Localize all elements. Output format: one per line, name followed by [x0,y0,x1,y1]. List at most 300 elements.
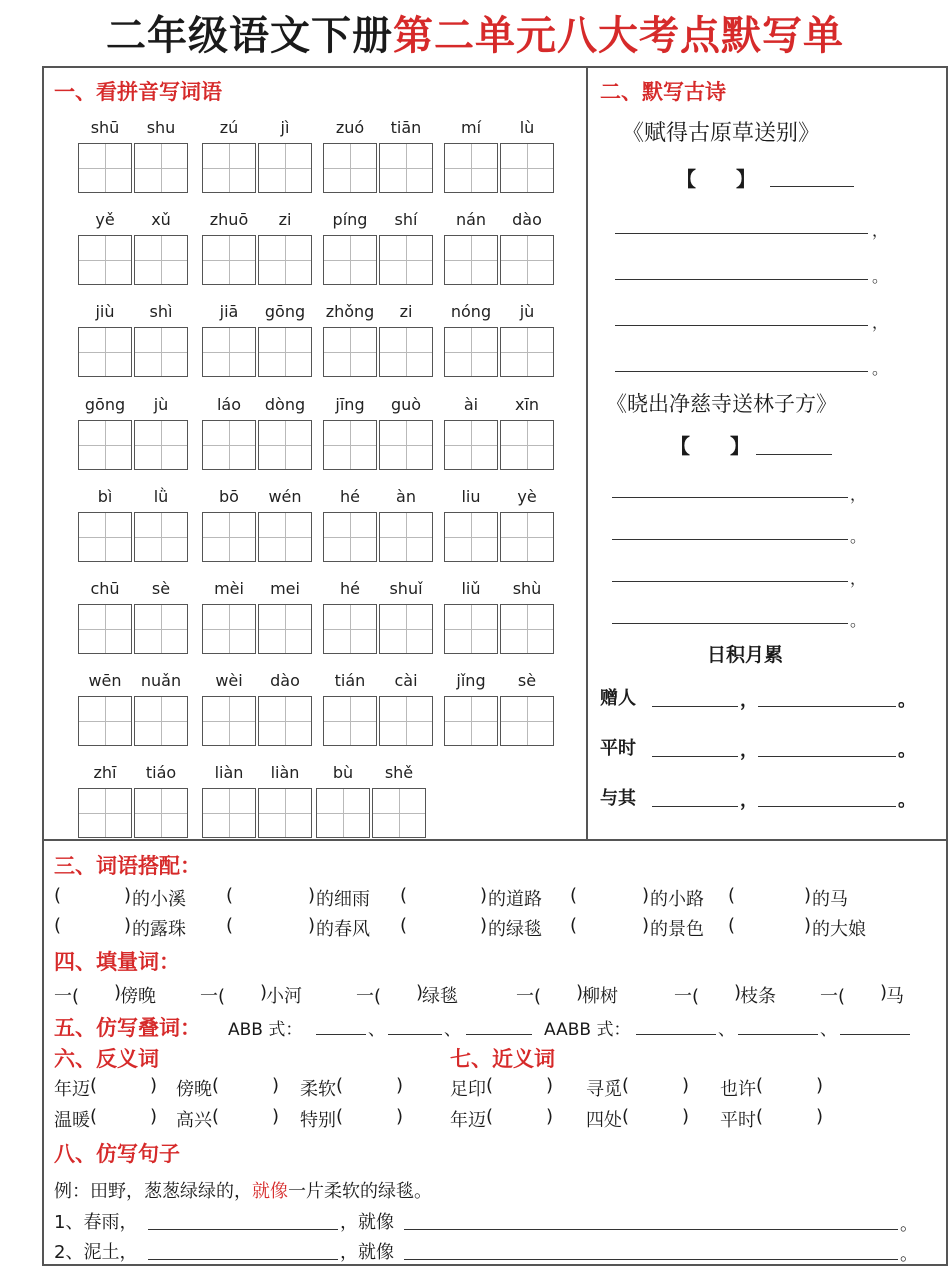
answer-blank[interactable] [98,1106,146,1128]
pinyin-syllable: lǜ [153,487,169,506]
accum-row3-label: 与其 [600,788,636,809]
sentence1-jiuxiang: ，就像 [340,1212,394,1233]
paren-open: ( [226,915,234,936]
sentence1-blank2[interactable] [404,1229,898,1230]
antonym-word: 柔软 [300,1079,336,1100]
pinyin-syllable: zhǒng [325,302,375,321]
poem2-author-line[interactable] [756,454,832,455]
paren-open: ( [90,1106,98,1127]
pinyin-syllable: bì [97,487,113,506]
antonym-word: 年迈 [54,1079,90,1100]
pinyin-syllable: zhuō [209,210,249,229]
pinyin-syllable: zú [219,118,239,137]
abb-sep1: 、 [368,1020,385,1040]
tianzige-box[interactable] [316,788,370,838]
collocation-word: 的小溪 [132,889,186,910]
pinyin-syllable: wēn [88,671,122,690]
tianzige-box[interactable] [379,696,433,746]
measure-prefix: 一( [820,986,846,1007]
pinyin-syllable: zhī [93,763,117,782]
aabb-blank2[interactable] [738,1034,818,1035]
pinyin-syllable: jiā [219,302,239,321]
sentence2-jiuxiang: ，就像 [340,1242,394,1263]
poem1-period2: 。 [872,359,889,378]
accum-row3-comma: ， [740,790,758,811]
measure-noun: 马 [886,986,904,1007]
collocation-word: 的大娘 [812,919,866,940]
tianzige-box[interactable] [78,235,132,285]
measure-noun: 傍晚 [120,986,156,1007]
paren-close: ) [124,915,132,936]
tianzige-box[interactable] [444,604,498,654]
accum-row1-blank1[interactable] [652,706,738,707]
poem2-title: 《晓出净慈寺送林子方》 [606,392,837,416]
section6-heading: 六、反义词 [54,1046,159,1071]
measure-blank[interactable] [850,982,880,1004]
tianzige-box[interactable] [323,327,377,377]
paren-close: ) [114,982,122,1003]
section4-heading: 四、填量词： [54,949,180,974]
pinyin-syllable: dòng [264,395,306,414]
tianzige-box[interactable] [258,512,312,562]
sentence2-period: 。 [900,1244,918,1265]
antonym-word: 高兴 [176,1110,212,1131]
answer-blank[interactable] [220,1106,268,1128]
tianzige-box[interactable] [78,696,132,746]
pinyin-syllable: shí [394,210,418,229]
pinyin-syllable: jì [280,118,290,137]
pinyin-syllable: hé [340,487,360,506]
aabb-sep2: 、 [820,1020,837,1040]
tianzige-box[interactable] [134,143,188,193]
accum-row1-label: 赠人 [600,688,636,709]
answer-blank[interactable] [344,1106,392,1128]
collocation-word: 的细雨 [316,889,370,910]
tianzige-box[interactable] [379,235,433,285]
paren-close: ) [480,885,488,906]
pinyin-syllable: shù [512,579,542,598]
pinyin-syllable: mèi [214,579,244,598]
pinyin-syllable: liàn [214,763,244,782]
aabb-blank3[interactable] [840,1034,910,1035]
paren-close: ) [642,885,650,906]
measure-prefix: 一( [356,986,382,1007]
aabb-label: AABB 式： [544,1020,631,1040]
poem1-line3[interactable] [615,325,868,326]
pinyin-syllable: àn [396,487,416,506]
tianzige-box[interactable] [78,327,132,377]
poem1-line1[interactable] [615,233,868,234]
tianzige-box[interactable] [202,327,256,377]
paren-close: ) [734,982,742,1003]
tianzige-box[interactable] [202,788,256,838]
pinyin-syllable: nuǎn [140,671,182,690]
poem1-line2[interactable] [615,279,868,280]
pinyin-syllable: jǐng [456,671,486,690]
collocation-word: 的春风 [316,919,370,940]
paren-open: ( [756,1075,764,1096]
poem1-period1: 。 [872,267,889,286]
pinyin-syllable: jiù [95,302,115,321]
tianzige-box[interactable] [78,788,132,838]
pinyin-syllable: nán [455,210,487,229]
poem2-period2: 。 [850,611,867,630]
paren-open: ( [728,915,736,936]
tianzige-box[interactable] [258,143,312,193]
poem1-author-line[interactable] [770,186,854,187]
poem2-comma2: ， [850,569,867,588]
vertical-divider [586,66,588,840]
tianzige-box[interactable] [202,512,256,562]
section3-heading: 三、词语搭配： [54,853,201,878]
paren-close: ) [272,1075,280,1096]
accum-row1-period: 。 [898,690,916,711]
paren-close: ) [682,1106,690,1127]
tianzige-box[interactable] [78,604,132,654]
paren-close: ) [804,915,812,936]
tianzige-box[interactable] [134,235,188,285]
measure-noun: 小河 [266,986,302,1007]
poem1-line4[interactable] [615,371,868,372]
sentence1-blank1[interactable] [148,1229,338,1230]
tianzige-box[interactable] [258,327,312,377]
paren-open: ( [54,915,62,936]
paren-close: ) [642,915,650,936]
collocation-blank[interactable] [578,885,642,907]
pinyin-syllable: cài [394,671,418,690]
pinyin-syllable: liàn [270,763,300,782]
paren-open: ( [54,885,62,906]
collocation-word: 的道路 [488,889,542,910]
pinyin-syllable: shū [90,118,120,137]
paren-open: ( [622,1106,630,1127]
pinyin-syllable: tián [334,671,366,690]
paren-close: ) [804,885,812,906]
tianzige-box[interactable] [258,696,312,746]
collocation-blank[interactable] [62,885,124,907]
paren-close: ) [308,915,316,936]
collocation-word: 的绿毯 [488,919,542,940]
paren-open: ( [756,1106,764,1127]
section2-heading: 二、默写古诗 [600,79,726,104]
tianzige-box[interactable] [444,420,498,470]
abb-blank2[interactable] [388,1034,442,1035]
paren-open: ( [90,1075,98,1096]
tianzige-box[interactable] [500,512,554,562]
pinyin-syllable: yè [517,487,537,506]
accum-row3-period: 。 [898,790,916,811]
answer-blank[interactable] [220,1075,268,1097]
tianzige-box[interactable] [500,143,554,193]
antonym-word: 傍晚 [176,1079,212,1100]
paren-close: ) [124,885,132,906]
collocation-blank[interactable] [408,885,480,907]
tianzige-box[interactable] [202,143,256,193]
pinyin-syllable: guò [390,395,422,414]
collocation-blank[interactable] [736,915,804,937]
pinyin-syllable: gōng [264,302,306,321]
measure-prefix: 一( [200,986,226,1007]
pinyin-syllable: hé [340,579,360,598]
accum-row1-comma: ， [740,690,758,711]
poem2-line1[interactable] [612,497,848,498]
measure-blank[interactable] [230,982,260,1004]
pinyin-syllable: chū [90,579,120,598]
paren-open: ( [486,1075,494,1096]
synonym-word: 年迈 [450,1110,486,1131]
tianzige-box[interactable] [258,604,312,654]
tianzige-box[interactable] [500,696,554,746]
tianzige-box[interactable] [258,420,312,470]
pinyin-syllable: tiān [390,118,422,137]
tianzige-box[interactable] [444,512,498,562]
answer-blank[interactable] [494,1075,542,1097]
paren-close: ) [396,1075,404,1096]
tianzige-box[interactable] [379,420,433,470]
paren-open: ( [336,1106,344,1127]
pinyin-syllable: dào [270,671,300,690]
abb-sep2: 、 [444,1020,461,1040]
tianzige-box[interactable] [134,604,188,654]
tianzige-box[interactable] [444,235,498,285]
pinyin-syllable: jīng [335,395,365,414]
poem1-title: 《赋得古原草送别》 [622,121,821,146]
measure-prefix: 一( [516,986,542,1007]
synonym-word: 寻觅 [586,1079,622,1100]
paren-close: ) [396,1106,404,1127]
measure-prefix: 一( [54,986,80,1007]
paren-close: ) [416,982,424,1003]
pinyin-syllable: xǔ [151,210,171,229]
synonym-word: 平时 [720,1110,756,1131]
pinyin-syllable: gōng [84,395,126,414]
tianzige-box[interactable] [379,604,433,654]
accum-row3-blank1[interactable] [652,806,738,807]
measure-blank[interactable] [704,982,734,1004]
paren-open: ( [226,885,234,906]
paren-open: ( [486,1106,494,1127]
accum-row2-blank1[interactable] [652,756,738,757]
pinyin-syllable: shu [146,118,176,137]
pinyin-syllable: jù [153,395,169,414]
accum-row3-blank2[interactable] [758,806,896,807]
pinyin-syllable: shě [384,763,414,782]
poem1-comma2: ， [872,313,889,332]
tianzige-box[interactable] [323,420,377,470]
antonym-word: 特别 [300,1110,336,1131]
answer-blank[interactable] [344,1075,392,1097]
poem2-line2[interactable] [612,539,848,540]
tianzige-box[interactable] [202,235,256,285]
pinyin-syllable: mei [270,579,300,598]
paren-open: ( [622,1075,630,1096]
tianzige-box[interactable] [202,604,256,654]
tianzige-box[interactable] [258,788,312,838]
tianzige-box[interactable] [379,327,433,377]
tianzige-box[interactable] [202,420,256,470]
collocation-word: 的露珠 [132,919,186,940]
pinyin-syllable: shuǐ [389,579,423,598]
tianzige-box[interactable] [444,143,498,193]
tianzige-box[interactable] [444,327,498,377]
paren-close: ) [880,982,888,1003]
measure-noun: 绿毯 [422,986,458,1007]
pinyin-syllable: liu [461,487,481,506]
collocation-blank[interactable] [408,915,480,937]
sentence2-blank1[interactable] [148,1259,338,1260]
accum-row1-blank2[interactable] [758,706,896,707]
tianzige-box[interactable] [500,604,554,654]
tianzige-box[interactable] [258,235,312,285]
measure-noun: 枝条 [740,986,776,1007]
pinyin-syllable: dào [512,210,542,229]
synonym-word: 也许 [720,1079,756,1100]
paren-close: ) [682,1075,690,1096]
pinyin-syllable: píng [332,210,368,229]
pinyin-syllable: xīn [514,395,540,414]
paren-open: ( [728,885,736,906]
tianzige-box[interactable] [78,512,132,562]
abb-blank1[interactable] [316,1034,366,1035]
accum-row2-blank2[interactable] [758,756,896,757]
answer-blank[interactable] [630,1075,678,1097]
paren-close: ) [576,982,584,1003]
poem1-author-bracket: 【 】 [676,167,756,191]
tianzige-box[interactable] [134,512,188,562]
pinyin-syllable: shì [149,302,173,321]
tianzige-box[interactable] [134,788,188,838]
sentence1-label: 1、春雨， [54,1212,138,1233]
pinyin-syllable: zi [399,302,413,321]
collocation-word: 的马 [812,889,848,910]
paren-open: ( [336,1075,344,1096]
sentence2-label: 2、泥土， [54,1242,138,1263]
measure-blank[interactable] [546,982,576,1004]
tianzige-box[interactable] [78,143,132,193]
collocation-word: 的景色 [650,919,704,940]
section8-heading: 八、仿写句子 [54,1141,180,1166]
tianzige-box[interactable] [202,696,256,746]
pinyin-syllable: lù [519,118,535,137]
paren-close: ) [816,1106,824,1127]
aabb-sep1: 、 [718,1020,735,1040]
pinyin-syllable: bù [332,763,354,782]
tianzige-box[interactable] [500,235,554,285]
tianzige-box[interactable] [134,420,188,470]
answer-blank[interactable] [98,1075,146,1097]
pinyin-syllable: sè [151,579,171,598]
pinyin-syllable: liǔ [461,579,481,598]
tianzige-box[interactable] [78,420,132,470]
tianzige-box[interactable] [323,604,377,654]
measure-blank[interactable] [84,982,114,1004]
poem1-comma1: ， [872,221,889,240]
tianzige-box[interactable] [323,696,377,746]
section7-heading: 七、近义词 [450,1046,555,1071]
collocation-blank[interactable] [736,885,804,907]
tianzige-box[interactable] [444,696,498,746]
paren-open: ( [570,915,578,936]
answer-blank[interactable] [764,1106,812,1128]
paren-open: ( [400,915,408,936]
collocation-blank[interactable] [62,915,124,937]
paren-open: ( [212,1106,220,1127]
paren-open: ( [400,885,408,906]
poem2-line3[interactable] [612,581,848,582]
tianzige-box[interactable] [379,143,433,193]
poem2-comma1: ， [850,485,867,504]
pinyin-syllable: láo [216,395,242,414]
pinyin-syllable: jù [519,302,535,321]
pinyin-syllable: zi [278,210,292,229]
sentence2-blank2[interactable] [404,1259,898,1260]
tianzige-box[interactable] [323,512,377,562]
answer-blank[interactable] [630,1106,678,1128]
sentence1-period: 。 [900,1214,918,1235]
measure-blank[interactable] [386,982,416,1004]
paren-open: ( [212,1075,220,1096]
pinyin-syllable: nóng [450,302,492,321]
measure-noun: 柳树 [582,986,618,1007]
tianzige-box[interactable] [134,696,188,746]
collocation-blank[interactable] [578,915,642,937]
antonym-word: 温暖 [54,1110,90,1131]
pinyin-syllable: tiáo [145,763,177,782]
synonym-word: 四处 [586,1110,622,1131]
paren-close: ) [308,885,316,906]
accum-row2-period: 。 [898,740,916,761]
tianzige-box[interactable] [134,327,188,377]
section5-heading: 五、仿写叠词： [54,1015,201,1040]
page-title: 二年级语文下册第二单元八大考点默写单 [106,12,844,59]
paren-close: ) [150,1106,158,1127]
poem2-period1: 。 [850,527,867,546]
tianzige-box[interactable] [379,512,433,562]
tianzige-box[interactable] [372,788,426,838]
tianzige-box[interactable] [323,143,377,193]
abb-blank3[interactable] [466,1034,532,1035]
paren-close: ) [150,1075,158,1096]
tianzige-box[interactable] [500,420,554,470]
pinyin-syllable: zuó [335,118,365,137]
collocation-blank[interactable] [234,915,308,937]
pinyin-syllable: wén [268,487,302,506]
pinyin-syllable: yě [95,210,115,229]
pinyin-syllable: bō [219,487,239,506]
paren-close: ) [272,1106,280,1127]
tianzige-box[interactable] [323,235,377,285]
aabb-blank1[interactable] [636,1034,716,1035]
paren-open: ( [570,885,578,906]
synonym-word: 足印 [450,1079,486,1100]
paren-close: ) [546,1106,554,1127]
section1-heading: 一、看拼音写词语 [54,79,222,104]
collocation-word: 的小路 [650,889,704,910]
pinyin-syllable: mí [460,118,482,137]
measure-prefix: 一( [674,986,700,1007]
answer-blank[interactable] [764,1075,812,1097]
poem2-author-bracket: 【 】 [670,434,750,458]
answer-blank[interactable] [494,1106,542,1128]
paren-close: ) [816,1075,824,1096]
example-sentence: 例：田野，葱葱绿绿的，就像一片柔软的绿毯。 [54,1181,432,1202]
collocation-blank[interactable] [234,885,308,907]
tianzige-box[interactable] [500,327,554,377]
paren-close: ) [546,1075,554,1096]
accumulation-title: 日积月累 [707,644,784,666]
accum-row2-label: 平时 [600,738,636,759]
poem2-line4[interactable] [612,623,848,624]
